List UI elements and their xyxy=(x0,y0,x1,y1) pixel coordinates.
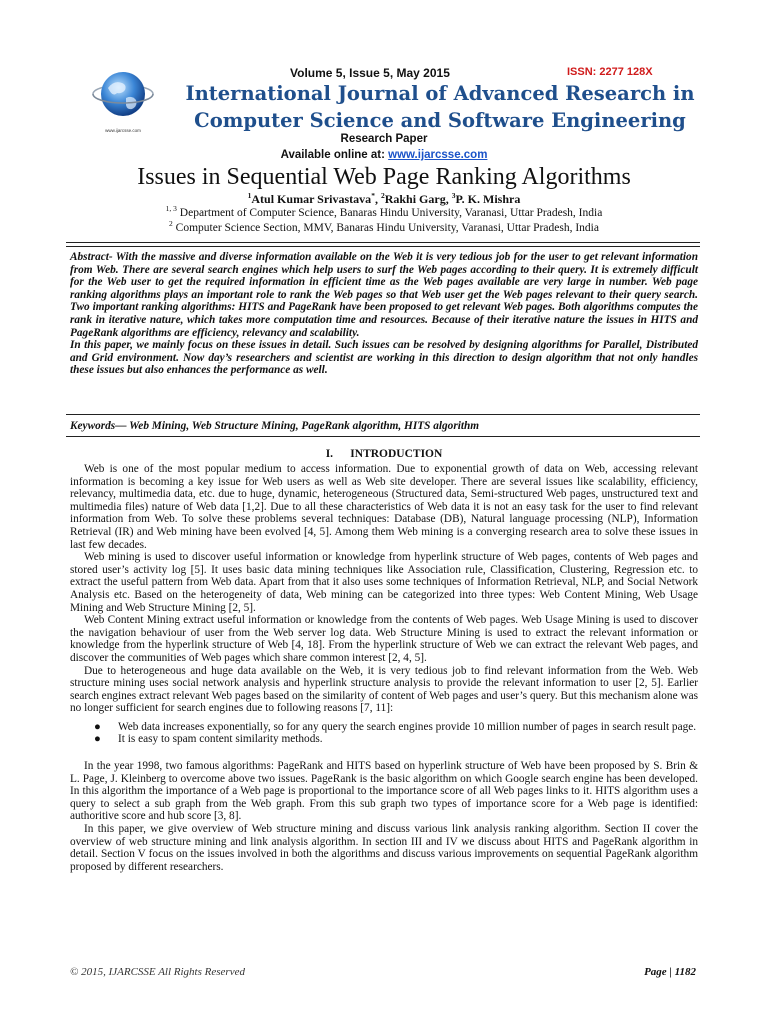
issn: ISSN: 2277 128X xyxy=(567,66,653,78)
journal-name xyxy=(160,80,720,134)
journal-url-link[interactable]: www.ijarcsse.com xyxy=(388,149,488,161)
globe-icon xyxy=(92,64,154,138)
body-paragraph: Web mining is used to discover useful information or knowledge from hyperlink structure of Web pages, contents of Web pages and stored user’s activity log [5]. It uses basic data mining techniques like Association rule, Classification, Clustering, Regression etc. to extract the useful pattern from Web data. Apart from that it also uses some techniques of Information Retrieval, NLP, and Social Network Analysis etc. Based on the heterogeneity of data, Web mining can be categorized into three types: Web Content Mining, Web Usage Mining and Web Structure Mining [2, 5]. xyxy=(70,551,698,614)
body-paragraph: In this paper, we give overview of Web structure mining and discuss various link analysis ranking algorithm. Section II cover the overview of web structure mining and link analysis algorithm. In section III and IV we discuss about HITS and PageRank algorithm in detail. Section V focus on the issues involved in both the algorithms and discuss various improvements on sequential PageRank algorithm proposed by different researchers. xyxy=(70,823,698,873)
divider-bottom xyxy=(66,436,700,437)
author-sep: , xyxy=(445,192,452,206)
affiliation-2 xyxy=(0,219,768,234)
divider-top-2 xyxy=(66,246,700,247)
divider-mid xyxy=(66,414,700,415)
bullet-icon: ● xyxy=(94,720,101,733)
paper-type: Research Paper xyxy=(340,133,428,145)
available-label: Available online at: xyxy=(280,149,389,161)
affiliation-1 xyxy=(0,204,768,219)
affiliation-sup: 2 xyxy=(169,219,173,229)
author-sup: 1 xyxy=(247,191,252,200)
author-sup: 2 xyxy=(380,191,385,200)
footer-page-number: Page | 1182 xyxy=(644,966,696,978)
svg-text:www.ijarcsse.com: www.ijarcsse.com xyxy=(105,128,141,133)
list-item-text: Web data increases exponentially, so for any query the search engines provide 10 million number of pages in search result page. xyxy=(118,720,697,733)
body-paragraph: Due to heterogeneous and huge data available on the Web, it is very tedious job to find relevant information from the Web. Web structure mining uses social network analysis and hyperlink structure analysis to provide the relevant information to user [2, 5]. Earlier search engines extract relevant Web pages based on the similarity of content of Web pages and user’s query. But this mechanism alone was no longer sufficient for search engines due to following reasons [7, 11]: xyxy=(70,664,698,715)
journal-logo xyxy=(92,64,154,138)
affiliation-text: Computer Science Section, MMV, Banaras Hindu University, Varanasi, Uttar Pradesh, India xyxy=(172,222,599,234)
journal-name-line1: International Journal of Advanced Research in xyxy=(185,82,695,105)
author-name: Rakhi Garg xyxy=(384,192,446,206)
footer-copyright: © 2015, IJARCSSE All Rights Reserved xyxy=(70,966,245,978)
journal-name-line2: Computer Science and Software Engineering xyxy=(194,109,686,132)
volume-issue: Volume 5, Issue 5, May 2015 xyxy=(290,66,450,80)
author-name: P. K. Mishra xyxy=(455,192,521,206)
divider-top xyxy=(66,242,700,243)
spacer xyxy=(70,746,698,760)
author-name: Atul Kumar Srivastava xyxy=(251,192,372,206)
list-item-text: It is easy to spam content similarity methods. xyxy=(118,733,323,746)
abstract xyxy=(70,251,698,377)
body-paragraph: Web Content Mining extract useful information or knowledge from the contents of Web pages. Web Usage Mining is used to discover the navigation behaviour of user from the Web server log data. Web Structure Mining is used to extract the relevant information or knowledge from the hyperlink structure of Web [4, 18]. From the hyperlink structure of Web we can extract the relevant Web pages, and discover the communities of Web pages which share common interest [2, 4, 5]. xyxy=(70,614,698,664)
body-paragraph: Web is one of the most popular medium to access information. Due to exponential growth of data on Web, accessing relevant information is becoming a key issue for Web users as well as Web site developer. There are several issues like scalability, efficiency, relevancy, multimedia data, etc. due to huge, dynamic, heterogeneous (Structured data, Semi-structured Web pages, unstructured text and multimedia files) nature of Web data [1,2]. Due to all these characteristics of Web data it is not an easy task for the user to find relevant information from Web. To solve these problems several techniques: Database (DB), Natural language processing (NLP), Information Retrieval (IR) and Web mining have been evolved [4, 5]. Among them Web mining is a converging research area to solve these issues in last few decades. xyxy=(70,463,698,551)
bullet-list xyxy=(70,721,698,746)
affiliation-text: Department of Computer Science, Banaras Hindu University, Varanasi, Uttar Pradesh, India xyxy=(176,207,603,219)
introduction-body xyxy=(70,463,698,873)
affiliation-sup: 1, 3 xyxy=(165,204,177,214)
body-paragraph: In the year 1998, two famous algorithms: PageRank and HITS based on hyperlink structure of Web have been proposed by S. Brin & L. Page, J. Kleinberg to overcome above two issues. PageRank is the basic algorithm on which Google search engine has been developed. In this algorithm the importance of a Web page is proportional to the importance score of all Web pages links to it. HITS algorithm uses a query to select a sub graph from the Web graph. From this sub graph two types of importance score for a Web page is identified: authoritive score and hub score [3, 8]. xyxy=(70,760,698,823)
section-heading-introduction: I. INTRODUCTION xyxy=(325,448,443,460)
author-list xyxy=(0,192,768,207)
abstract-paragraph: In this paper, we mainly focus on these issues in detail. Such issues can be resolved by designing algorithms for Parallel, Distributed and Grid environment. Now day’s researchers and scientist are working in this direction to design algorithm that not only handles these issues but also enhances the performance as well. xyxy=(70,339,698,377)
paper-title: Issues in Sequential Web Page Ranking Algorithms xyxy=(137,164,631,190)
list-item xyxy=(94,733,698,746)
bullet-icon: ● xyxy=(94,733,101,746)
abstract-paragraph: Abstract- With the massive and diverse information available on the Web it is very tedious job for the user to get relevant information from Web. There are several search engines which help users to surf the Web pages according to their query. It is extremely difficult for the Web user to get the required information in efficient time as the Web pages available are very large in number. Web page ranking algorithms plays an important role to rank the Web pages so that Web user get the Web pages relevant to their query search. Two important ranking algorithms: HITS and PageRank have been proposed to get relevant Web pages. Both algorithms computes the rank in iterative nature, which takes more computation time and resources. Because of their iterative nature the issues in HITS and PageRank algorithms are efficiency, relevancy and scalability. xyxy=(70,251,698,339)
available-online xyxy=(0,149,768,161)
author-mark: * xyxy=(371,191,375,200)
author-sep: , xyxy=(374,192,381,206)
author-sup: 3 xyxy=(451,191,456,200)
list-item xyxy=(94,720,698,734)
keywords: Keywords— Web Mining, Web Structure Mining, PageRank algorithm, HITS algorithm xyxy=(70,420,480,432)
